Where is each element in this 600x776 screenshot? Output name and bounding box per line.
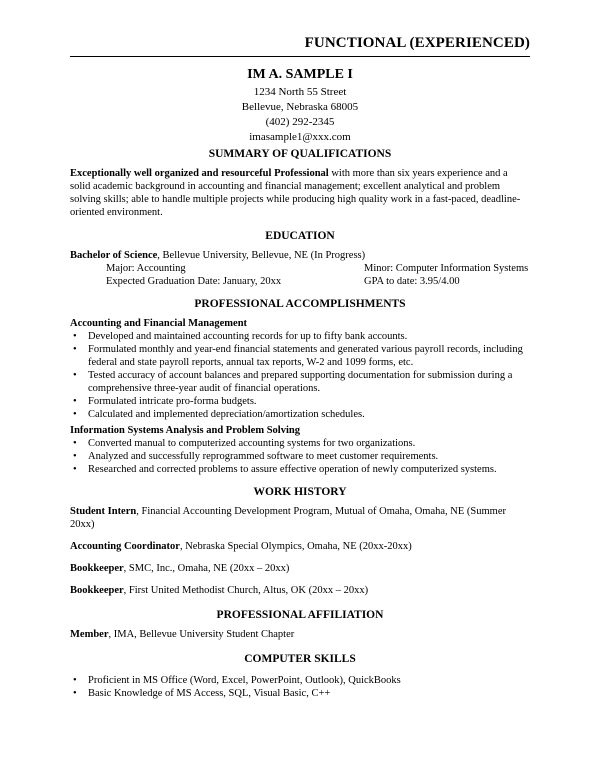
- degree-line: [70, 249, 530, 262]
- affiliation-title: Member: [70, 629, 109, 640]
- contact-block: [70, 66, 530, 145]
- job-title: Student Intern: [70, 506, 137, 517]
- job-details: , SMC, Inc., Omaha, NE (20xx – 20xx): [123, 563, 290, 574]
- accomplishment-list: [70, 330, 530, 421]
- accomplishment-list: [70, 437, 530, 476]
- list-item: • Calculated and implemented depreciation/amortization schedules.: [70, 408, 530, 421]
- candidate-name: IM A. SAMPLE I: [247, 67, 353, 82]
- job-details: , Nebraska Special Olympics, Omaha, NE (20xx-20xx): [179, 541, 412, 552]
- accomplishment-group-title: Information Systems Analysis and Problem Solving: [70, 425, 300, 436]
- skills-heading: COMPUTER SKILLS: [244, 653, 356, 665]
- accomplishment-group-title: Accounting and Financial Management: [70, 318, 248, 329]
- email-address: imasample1@xxx.com: [249, 131, 351, 143]
- list-item: • Converted manual to computerized accounting systems for two organizations.: [70, 437, 530, 450]
- phone-number: (402) 292-2345: [265, 116, 335, 128]
- degree-name: Bachelor of Science: [70, 250, 158, 261]
- list-item: • Analyzed and successfully reprogrammed software to meet customer requirements.: [70, 450, 530, 463]
- list-item: • Developed and maintained accounting records for up to fifty bank accounts.: [70, 330, 530, 343]
- section-affiliation: [70, 609, 530, 641]
- list-item: • Researched and corrected problems to assure effective operation of newly computerized systems.: [70, 463, 530, 476]
- section-education: [70, 230, 530, 288]
- affiliation-details: , IMA, Bellevue University Student Chapter: [108, 629, 295, 640]
- gpa: GPA to date: 3.95/4.00: [364, 276, 460, 287]
- list-item: • Proficient in MS Office (Word, Excel, PowerPoint, Outlook), QuickBooks: [70, 674, 530, 687]
- job-details: , First United Methodist Church, Altus, OK (20xx – 20xx): [123, 585, 369, 596]
- summary-lead: Exceptionally well organized and resourceful Professional: [70, 168, 329, 179]
- section-work-history: [70, 486, 530, 597]
- accomplishments-heading: PROFESSIONAL ACCOMPLISHMENTS: [194, 298, 406, 310]
- job-title: Bookkeeper: [70, 585, 124, 596]
- document-title: FUNCTIONAL (EXPERIENCED): [304, 35, 530, 51]
- job-title: Accounting Coordinator: [70, 541, 180, 552]
- list-item: • Formulated monthly and year-end financial statements and generated various payroll records, including federal and state payroll reports, annual tax reports, W-2 and 1099 forms, etc.: [70, 343, 530, 369]
- job-list: [70, 505, 530, 597]
- title-divider: [70, 56, 530, 57]
- summary-paragraph: [70, 167, 530, 219]
- minor: Minor: Computer Information Systems: [364, 263, 529, 274]
- school-info: , Bellevue University, Bellevue, NE (In Progress): [157, 250, 366, 261]
- list-item: • Tested accuracy of account balances and prepared supporting documentation for submission during a comprehensive three-year audit of financial operations.: [70, 369, 530, 395]
- job-details: , Financial Accounting Development Program, Mutual of Omaha, Omaha, NE (Summer 20xx): [70, 506, 506, 530]
- education-details-row-1: [70, 262, 530, 275]
- section-skills: [70, 653, 530, 700]
- section-accomplishments: [70, 298, 530, 476]
- job-entry: [70, 540, 530, 553]
- section-summary: [70, 148, 530, 219]
- skills-list: [70, 674, 530, 700]
- job-entry: [70, 584, 530, 597]
- education-heading: EDUCATION: [265, 230, 335, 242]
- graduation-date: Expected Graduation Date: January, 20xx: [106, 276, 282, 287]
- education-details-row-2: [70, 275, 530, 288]
- major: Major: Accounting: [106, 263, 186, 274]
- summary-heading: SUMMARY OF QUALIFICATIONS: [208, 148, 392, 160]
- work-history-heading: WORK HISTORY: [253, 486, 347, 498]
- resume-body: [70, 148, 530, 700]
- job-entry: [70, 562, 530, 575]
- job-entry: [70, 505, 530, 531]
- address-line-1: 1234 North 55 Street: [253, 86, 347, 98]
- list-item: • Basic Knowledge of MS Access, SQL, Visual Basic, C++: [70, 687, 530, 700]
- affiliation-heading: PROFESSIONAL AFFILIATION: [216, 609, 384, 621]
- list-item: • Formulated intricate pro-forma budgets.: [70, 395, 530, 408]
- affiliation-line: [70, 628, 530, 641]
- summary-text: with more than six years experience and a solid academic background in accounting and financial management; excellent analytical and problem solving skills; able to handle multiple projects while producing high quality work in a fast-paced, deadline-oriented environment.: [70, 168, 521, 218]
- job-title: Bookkeeper: [70, 563, 124, 574]
- address-line-2: Bellevue, Nebraska 68005: [241, 101, 359, 113]
